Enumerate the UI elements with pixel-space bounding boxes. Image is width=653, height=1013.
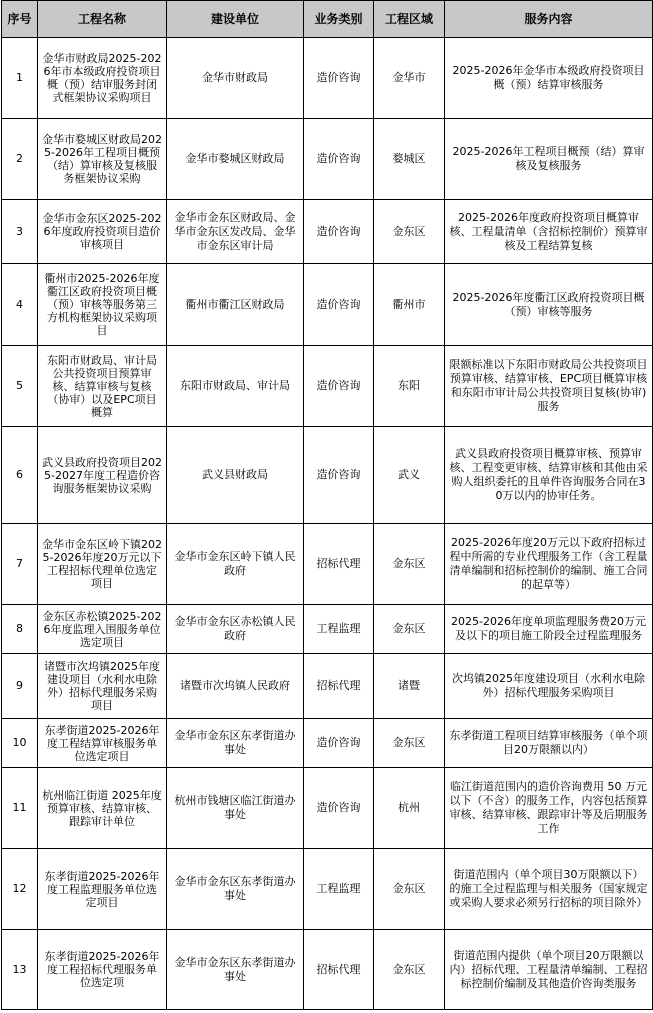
cell-region: 诸暨: [374, 654, 445, 719]
table-row: [2, 264, 653, 346]
cell-region: 武义: [374, 427, 445, 524]
cell-project-name: 金华市金东区岭下镇2025-2026年度20万元以下工程招标代理单位选定项目: [38, 524, 167, 605]
cell-business-type: 造价咨询: [304, 200, 374, 264]
cell-project-name: 东孝街道2025-2026年度工程监理服务单位选定项目: [38, 849, 167, 930]
cell-builder: 金华市婺城区财政局: [167, 119, 304, 200]
cell-project-name: 东孝街道2025-2026年度工程结算审核服务单位选定项目: [38, 719, 167, 768]
cell-business-type: 造价咨询: [304, 119, 374, 200]
cell-business-type: 招标代理: [304, 524, 374, 605]
cell-region: 金东区: [374, 930, 445, 1010]
cell-business-type: 招标代理: [304, 654, 374, 719]
cell-service: 2025-2026年工程项目概预（结）算审核及复核服务: [445, 119, 653, 200]
cell-no: 11: [2, 768, 38, 849]
cell-no: 6: [2, 427, 38, 524]
cell-business-type: 工程监理: [304, 605, 374, 654]
header-no: 序号: [2, 1, 38, 38]
table-row: [2, 427, 653, 524]
cell-region: 金东区: [374, 719, 445, 768]
cell-builder: 诸暨市次坞镇人民政府: [167, 654, 304, 719]
header-builder: 建设单位: [167, 1, 304, 38]
cell-service: 次坞镇2025年度建设项目（水利水电除外）招标代理服务采购项目: [445, 654, 653, 719]
table-row: [2, 119, 653, 200]
cell-business-type: 造价咨询: [304, 768, 374, 849]
cell-region: 金东区: [374, 200, 445, 264]
cell-region: 东阳: [374, 346, 445, 427]
cell-builder: 金华市金东区赤松镇人民政府: [167, 605, 304, 654]
cell-service: 2025-2026年度单项监理服务费20万元及以下的项目施工阶段全过程监理服务: [445, 605, 653, 654]
cell-business-type: 造价咨询: [304, 427, 374, 524]
cell-region: 婺城区: [374, 119, 445, 200]
cell-project-name: 衢州市2025-2026年度衢江区政府投资项目概（预）审核等服务第三方机构框架协议采购项目: [38, 264, 167, 346]
cell-region: 金东区: [374, 524, 445, 605]
cell-no: 5: [2, 346, 38, 427]
cell-builder: 武义县财政局: [167, 427, 304, 524]
table-row: [2, 719, 653, 768]
header-service: 服务内容: [445, 1, 653, 38]
cell-no: 9: [2, 654, 38, 719]
cell-project-name: 金华市婺城区财政局2025-2026年工程项目概预（结）算审核及复核服务框架协议采购: [38, 119, 167, 200]
table-row: [2, 346, 653, 427]
cell-project-name: 金东区赤松镇2025-2026年度监理入围服务单位选定项目: [38, 605, 167, 654]
cell-service: 限额标准以下东阳市财政局公共投资项目预算审核、结算审核、EPC项目概算审核和东阳市审计局公共投资项目复核(协审)服务: [445, 346, 653, 427]
cell-builder: 金华市金东区东孝街道办事处: [167, 930, 304, 1010]
cell-builder: 金华市金东区财政局、金华市金东区发改局、金华市金东区审计局: [167, 200, 304, 264]
cell-region: 金东区: [374, 849, 445, 930]
cell-project-name: 杭州临江街道 2025年度预算审核、结算审核、跟踪审计单位: [38, 768, 167, 849]
header-region: 工程区域: [374, 1, 445, 38]
cell-builder: 金华市财政局: [167, 38, 304, 119]
cell-no: 7: [2, 524, 38, 605]
cell-no: 4: [2, 264, 38, 346]
cell-no: 3: [2, 200, 38, 264]
header-business-type: 业务类别: [304, 1, 374, 38]
cell-region: 金华市: [374, 38, 445, 119]
cell-project-name: 东阳市财政局、审计局公共投资项目预算审核、结算审核与复核（协审）以及EPC项目概算: [38, 346, 167, 427]
cell-business-type: 造价咨询: [304, 346, 374, 427]
cell-service: 2025-2026年度衢江区政府投资项目概（预）审核等服务: [445, 264, 653, 346]
header-project-name: 工程名称: [38, 1, 167, 38]
cell-region: 金东区: [374, 605, 445, 654]
cell-no: 1: [2, 38, 38, 119]
table-row: [2, 849, 653, 930]
table-row: [2, 524, 653, 605]
table-row: [2, 200, 653, 264]
cell-no: 2: [2, 119, 38, 200]
cell-builder: 杭州市钱塘区临江街道办事处: [167, 768, 304, 849]
cell-no: 8: [2, 605, 38, 654]
cell-builder: 金华市金东区岭下镇人民政府: [167, 524, 304, 605]
cell-business-type: 造价咨询: [304, 264, 374, 346]
cell-service: 街道范围内提供（单个项目20万限额以内）招标代理、工程量清单编制、工程招标控制价编制及其他造价咨询类服务: [445, 930, 653, 1010]
cell-business-type: 造价咨询: [304, 719, 374, 768]
table-row: [2, 654, 653, 719]
table-row: [2, 38, 653, 119]
cell-region: 衢州市: [374, 264, 445, 346]
cell-builder: 金华市金东区东孝街道办事处: [167, 849, 304, 930]
cell-service: 2025-2026年度政府投资项目概算审核、工程量清单（含招标控制价）预算审核及工程结算复核: [445, 200, 653, 264]
cell-service: 2025-2026年度20万元以下政府招标过程中所需的专业代理服务工作（含工程量清单编制和招标控制价的编制、施工合同的起草等）: [445, 524, 653, 605]
cell-builder: 东阳市财政局、审计局: [167, 346, 304, 427]
cell-builder: 衢州市衢江区财政局: [167, 264, 304, 346]
cell-business-type: 工程监理: [304, 849, 374, 930]
cell-business-type: 造价咨询: [304, 38, 374, 119]
cell-project-name: 金华市金东区2025-2026年度政府投资项目造价审核项目: [38, 200, 167, 264]
cell-service: 东孝街道工程项目结算审核服务（单个项目20万限额以内）: [445, 719, 653, 768]
cell-business-type: 招标代理: [304, 930, 374, 1010]
cell-builder: 金华市金东区东孝街道办事处: [167, 719, 304, 768]
table-row: [2, 605, 653, 654]
cell-no: 12: [2, 849, 38, 930]
cell-project-name: 东孝街道2025-2026年度工程招标代理服务单位选定项: [38, 930, 167, 1010]
table-row: [2, 768, 653, 849]
table-row: [2, 930, 653, 1010]
cell-region: 杭州: [374, 768, 445, 849]
cell-no: 10: [2, 719, 38, 768]
projects-table: [1, 0, 653, 1010]
cell-project-name: 诸暨市次坞镇2025年度建设项目（水利水电除外）招标代理服务采购项目: [38, 654, 167, 719]
cell-project-name: 武义县政府投资项目2025-2027年度工程造价咨询服务框架协议采购: [38, 427, 167, 524]
cell-service: 街道范围内（单个项目30万限额以下）的施工全过程监理与相关服务（国家规定或采购人要求必须另行招标的项目除外）: [445, 849, 653, 930]
cell-no: 13: [2, 930, 38, 1010]
cell-project-name: 金华市财政局2025-2026年市本级政府投资项目概（预）结审服务封闭式框架协议采购项目: [38, 38, 167, 119]
cell-service: 临江街道范围内的造价咨询费用 50 万元以下（不含）的服务工作，内容包括预算审核、结算审核、跟踪审计等及后期服务工作: [445, 768, 653, 849]
header-row: [2, 1, 653, 38]
cell-service: 2025-2026年金华市本级政府投资项目概（预）结算审核服务: [445, 38, 653, 119]
cell-service: 武义县政府投资项目概算审核、预算审核、工程变更审核、结算审核和其他由采购人组织委托的且单件咨询服务合同在30万以内的协审任务。: [445, 427, 653, 524]
